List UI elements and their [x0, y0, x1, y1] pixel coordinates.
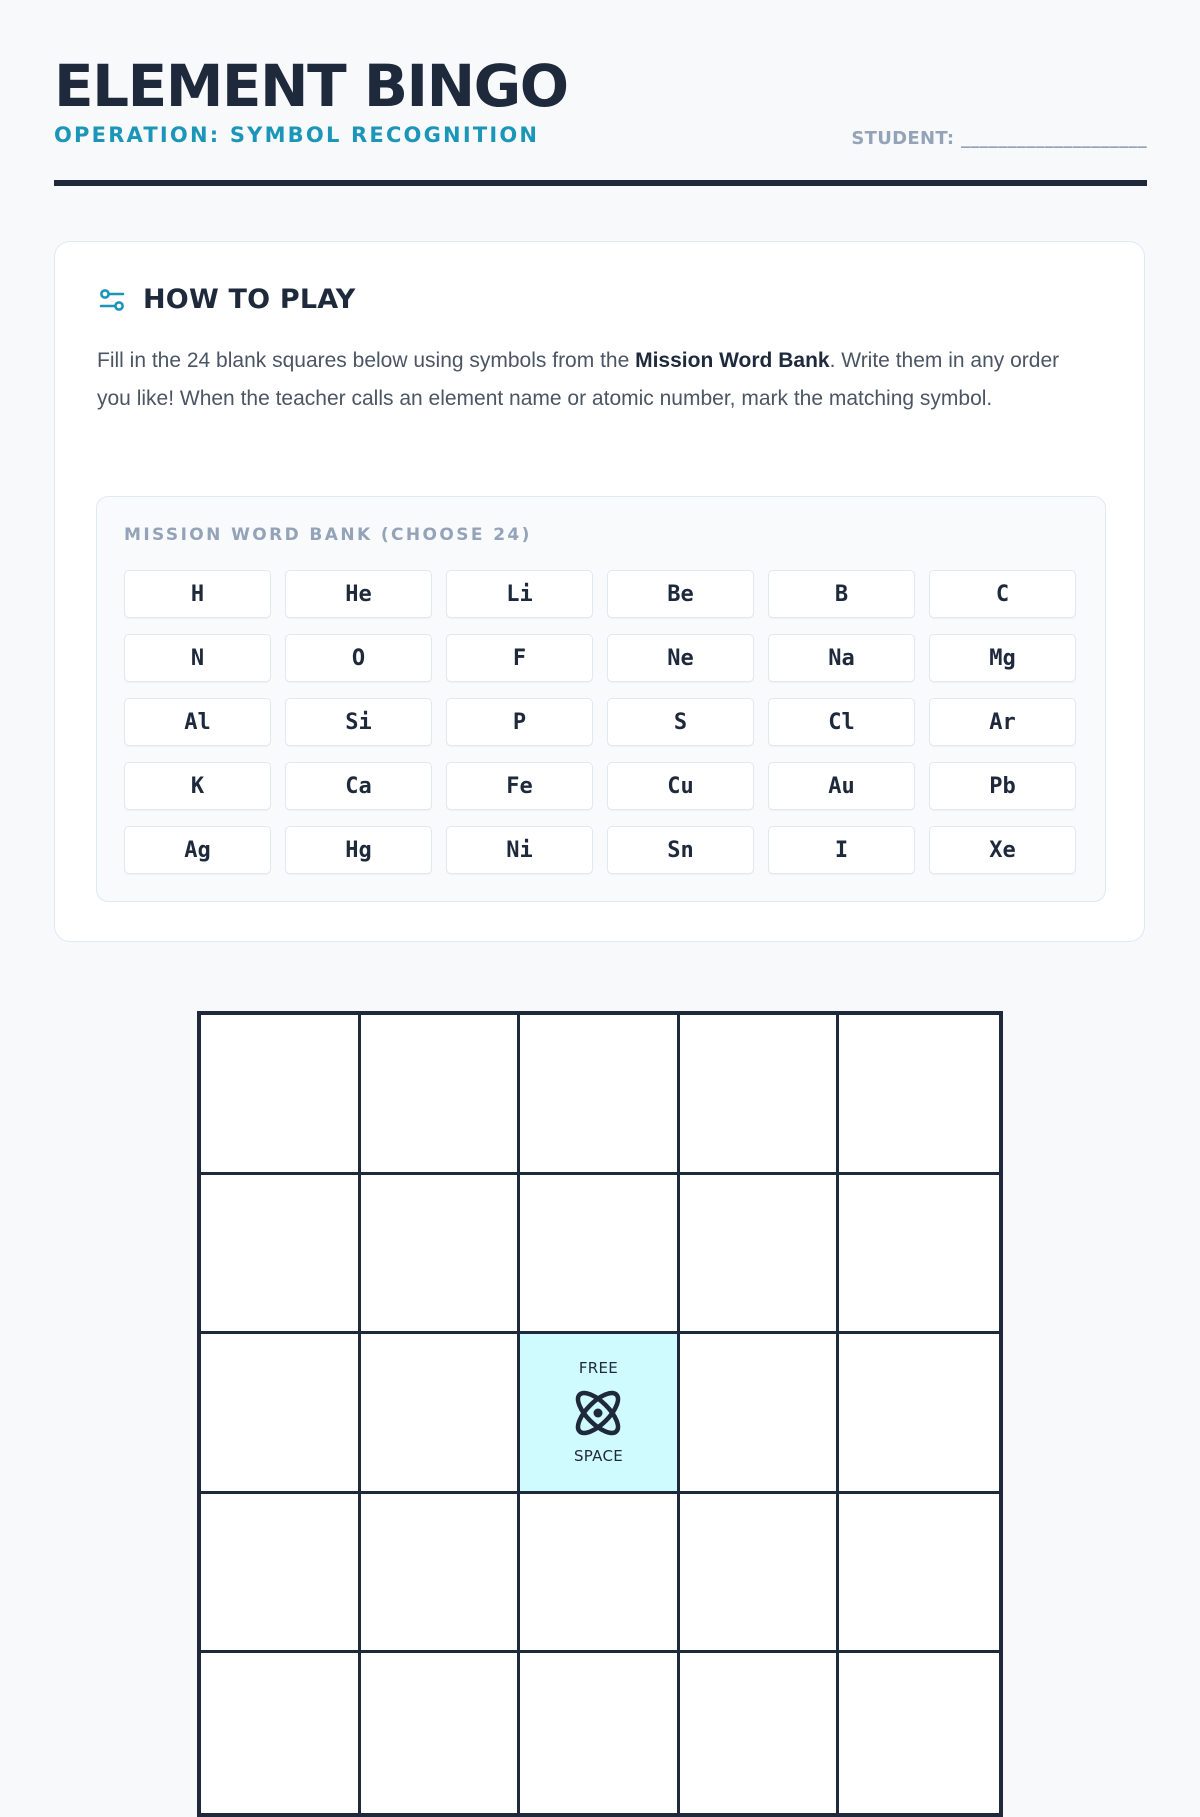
- mission-word-bank: [96, 496, 1106, 902]
- instructions-text: [97, 342, 1097, 418]
- word-bank-chip: Al: [124, 698, 271, 746]
- bingo-square: [520, 1494, 680, 1654]
- word-bank-chip: H: [124, 570, 271, 618]
- word-bank-chip: Cl: [768, 698, 915, 746]
- word-bank-chip: Sn: [607, 826, 754, 874]
- bingo-square: [839, 1653, 999, 1813]
- atom-icon: [568, 1383, 628, 1443]
- free-space-bottom-label: SPACE: [573, 1447, 624, 1466]
- word-bank-chip: Na: [768, 634, 915, 682]
- bingo-square: [361, 1334, 521, 1494]
- bingo-square: [839, 1494, 999, 1654]
- word-bank-chip: Be: [607, 570, 754, 618]
- bingo-square: [361, 1015, 521, 1175]
- header-divider: [54, 180, 1147, 186]
- bingo-square: [201, 1653, 361, 1813]
- word-bank-grid: [124, 570, 1086, 874]
- word-bank-chip: F: [446, 634, 593, 682]
- word-bank-chip: Xe: [929, 826, 1076, 874]
- bingo-square: [201, 1175, 361, 1335]
- word-bank-chip: K: [124, 762, 271, 810]
- instructions-text-start: Fill in the 24 blank squares below using symbols from the: [97, 349, 636, 372]
- word-bank-chip: C: [929, 570, 1076, 618]
- bingo-square: [201, 1334, 361, 1494]
- word-bank-chip: Ag: [124, 826, 271, 874]
- word-bank-chip: S: [607, 698, 754, 746]
- bingo-square: [520, 1175, 680, 1335]
- bingo-square: [520, 1015, 680, 1175]
- word-bank-chip: P: [446, 698, 593, 746]
- word-bank-chip: Li: [446, 570, 593, 618]
- bingo-square: [201, 1015, 361, 1175]
- bingo-square: [839, 1015, 999, 1175]
- bingo-square: [361, 1494, 521, 1654]
- instructions-text-end: . Write them in any order you like! When the teacher calls an element name or atomic number, mark the matching symbol.: [97, 349, 1060, 410]
- bingo-square: [839, 1334, 999, 1494]
- bingo-board: [197, 1011, 1003, 1817]
- free-space-top-label: FREE: [578, 1359, 619, 1378]
- how-to-play-title: HOW TO PLAY: [143, 284, 356, 315]
- word-bank-chip: Fe: [446, 762, 593, 810]
- instructions-text-bold: Mission Word Bank: [635, 349, 830, 372]
- word-bank-chip: I: [768, 826, 915, 874]
- page-header: [54, 52, 1147, 148]
- page-subtitle: OPERATION: SYMBOL RECOGNITION: [54, 123, 540, 147]
- how-to-play-heading: [97, 284, 356, 315]
- word-bank-chip: Ne: [607, 634, 754, 682]
- page-title: ELEMENT BINGO: [54, 52, 568, 120]
- word-bank-chip: Ni: [446, 826, 593, 874]
- word-bank-chip: Ca: [285, 762, 432, 810]
- how-to-play-card: [54, 241, 1145, 942]
- word-bank-chip: Cu: [607, 762, 754, 810]
- word-bank-label: MISSION WORD BANK (CHOOSE 24): [124, 525, 532, 545]
- word-bank-chip: Pb: [929, 762, 1076, 810]
- word-bank-chip: N: [124, 634, 271, 682]
- student-name-line: STUDENT: ____________________: [851, 128, 1147, 149]
- free-space-cell: [520, 1334, 680, 1494]
- bingo-square: [361, 1653, 521, 1813]
- word-bank-chip: B: [768, 570, 915, 618]
- bingo-square: [201, 1494, 361, 1654]
- bingo-square: [680, 1175, 840, 1335]
- bingo-square: [680, 1334, 840, 1494]
- sliders-icon: [97, 285, 127, 315]
- word-bank-chip: Mg: [929, 634, 1076, 682]
- bingo-square: [839, 1175, 999, 1335]
- bingo-square: [680, 1494, 840, 1654]
- word-bank-chip: Hg: [285, 826, 432, 874]
- bingo-square: [361, 1175, 521, 1335]
- word-bank-chip: Si: [285, 698, 432, 746]
- word-bank-chip: Ar: [929, 698, 1076, 746]
- word-bank-chip: Au: [768, 762, 915, 810]
- word-bank-chip: O: [285, 634, 432, 682]
- bingo-square: [520, 1653, 680, 1813]
- bingo-square: [680, 1653, 840, 1813]
- bingo-square: [680, 1015, 840, 1175]
- word-bank-chip: He: [285, 570, 432, 618]
